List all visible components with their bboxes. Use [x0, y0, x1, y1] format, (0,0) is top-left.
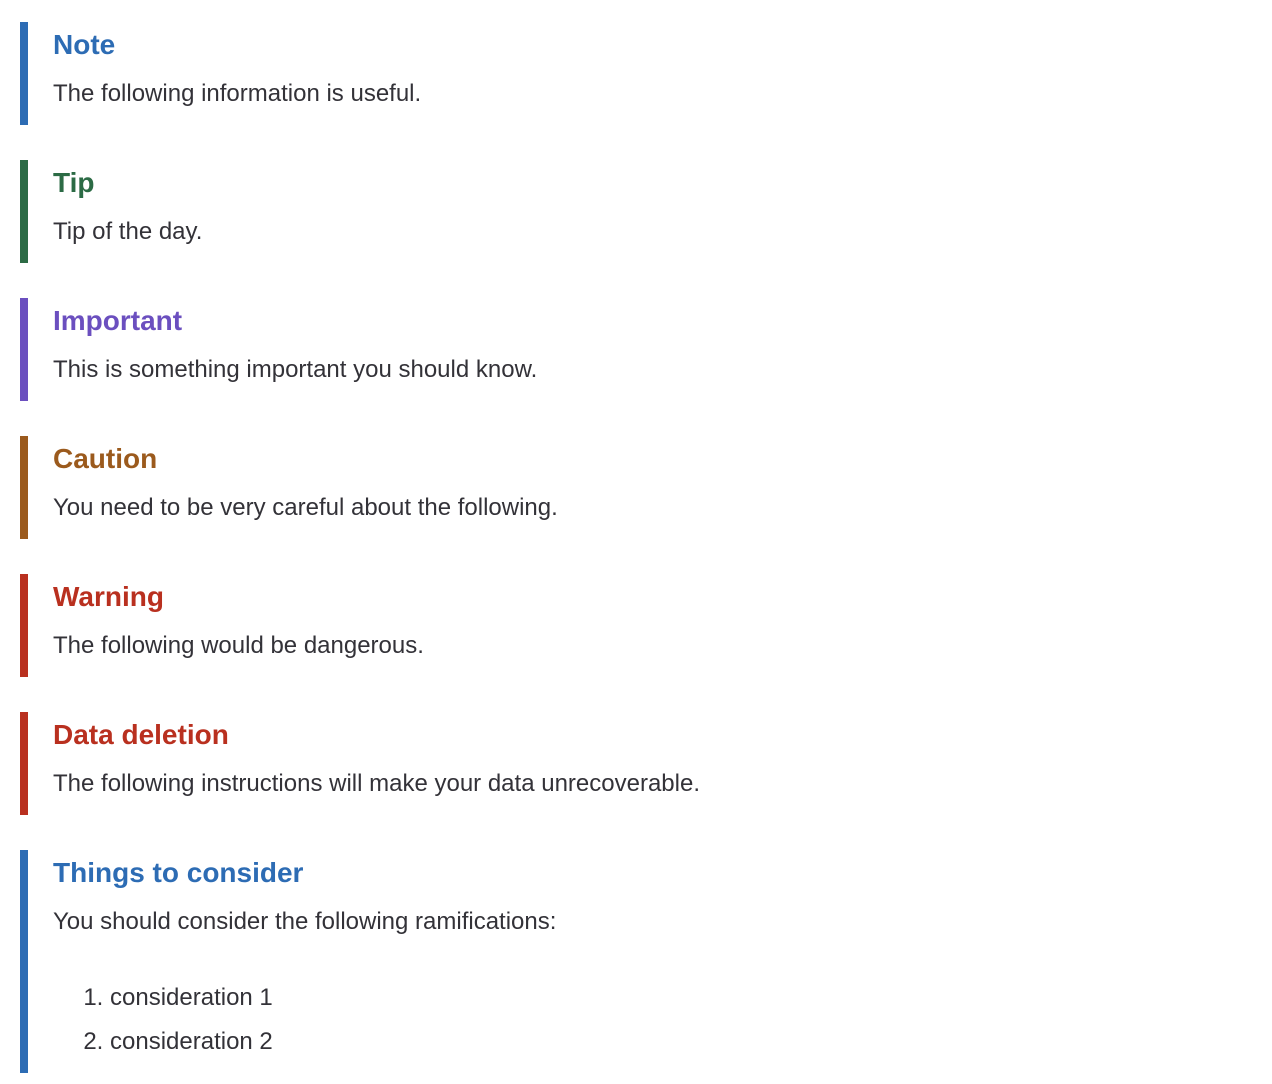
- admonition-important: [20, 298, 1272, 401]
- admonition-tip: [20, 160, 1272, 263]
- admonition-title: Important: [53, 305, 183, 336]
- admonition-things-to-consider: [20, 850, 1272, 1073]
- admonition-title: Tip: [53, 167, 95, 198]
- list-item: 1. consideration 1: [110, 981, 1232, 1015]
- admonition-body-text: The following would be dangerous.: [53, 632, 424, 659]
- admonition-body-text: This is something important you should know.: [53, 356, 538, 383]
- admonition-title: Note: [53, 29, 116, 60]
- admonition-title: Warning: [53, 581, 164, 612]
- admonition-data-deletion: [20, 712, 1272, 815]
- admonition-body-text: You should consider the following ramifications:: [53, 908, 557, 935]
- admonition-title: Data deletion: [53, 719, 229, 750]
- admonition-warning: [20, 574, 1272, 677]
- admonition-caution: [20, 436, 1272, 539]
- considerations-list: [53, 981, 1232, 1059]
- admonition-body-text: The following instructions will make your data unrecoverable.: [53, 770, 700, 797]
- admonition-note: [20, 22, 1272, 125]
- admonition-body-text: The following information is useful.: [53, 80, 422, 107]
- admonition-body-text: Tip of the day.: [53, 218, 203, 245]
- admonition-title: Caution: [53, 443, 158, 474]
- admonition-body-text: You need to be very careful about the following.: [53, 494, 558, 521]
- list-item: 2. consideration 2: [110, 1025, 1232, 1059]
- admonition-title: Things to consider: [53, 857, 304, 888]
